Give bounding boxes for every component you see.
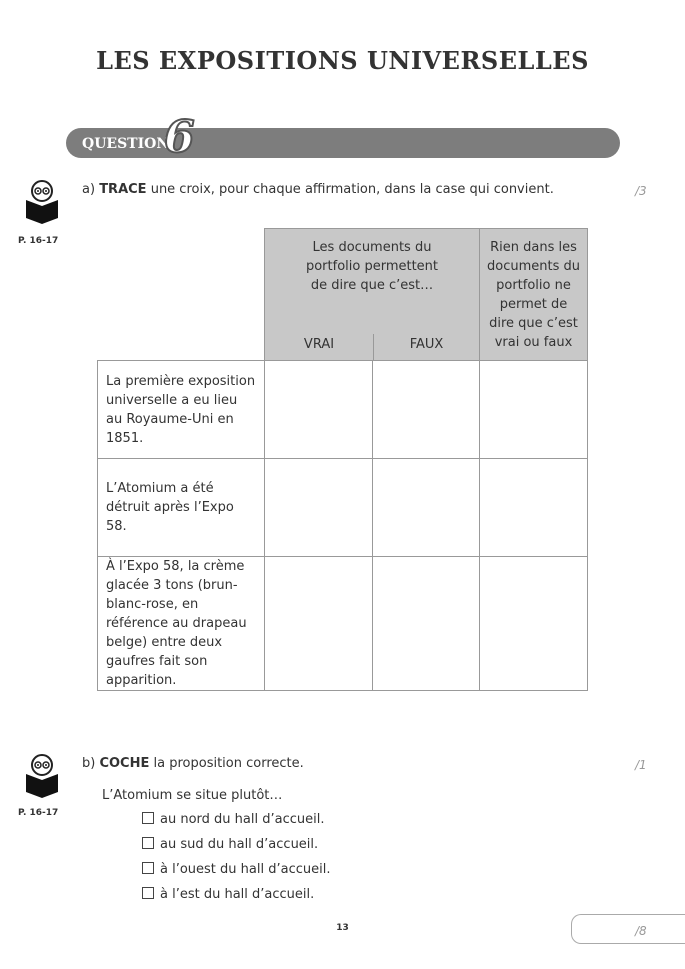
checkbox-cell-2-none[interactable] — [480, 459, 588, 557]
page-reference: P. 16-17 — [18, 236, 59, 246]
table-row — [98, 361, 588, 459]
statement-1: La première exposition universelle a eu lieu au Royaume-Uni en 1851. — [98, 361, 265, 459]
total-score: /8 — [635, 924, 647, 938]
col-header-none: Rien dans les documents du portfolio ne permet de dire que c’est vrai ou faux — [480, 229, 588, 361]
checkbox-cell-1-none[interactable] — [480, 361, 588, 459]
score-a: /3 — [635, 184, 647, 198]
instruction-b: b) COCHE la proposition correcte. — [82, 756, 304, 771]
table-row — [98, 459, 588, 557]
option-north[interactable]: au nord du hall d’accueil. — [142, 812, 324, 827]
checkbox-icon[interactable] — [142, 887, 154, 899]
reader-icon — [22, 180, 62, 224]
checkbox-cell-2-true[interactable] — [265, 459, 373, 557]
total-score-box — [571, 914, 685, 944]
header-group: Les documents du portfolio permettent de dire que c’est… VRAI FAUX — [265, 229, 480, 361]
checkbox-icon[interactable] — [142, 812, 154, 824]
statement-3: À l’Expo 58, la crème glacée 3 tons (brun-blanc-rose, en référence au drapeau belge) entre deux gaufres fait son apparition. — [98, 557, 265, 691]
option-west[interactable]: à l’ouest du hall d’accueil. — [142, 862, 330, 877]
checkbox-cell-2-false[interactable] — [373, 459, 480, 557]
reader-icon — [22, 754, 62, 798]
question-number: 6 — [164, 112, 195, 163]
table-corner — [98, 229, 265, 361]
checkbox-cell-1-true[interactable] — [265, 361, 373, 459]
page-title: LES EXPOSITIONS UNIVERSELLES — [96, 46, 589, 75]
instruction-verb: TRACE — [99, 182, 147, 197]
checkbox-cell-1-false[interactable] — [373, 361, 480, 459]
option-south[interactable]: au sud du hall d’accueil. — [142, 837, 318, 852]
question-prompt: L’Atomium se situe plutôt… — [102, 788, 283, 803]
checkbox-icon[interactable] — [142, 862, 154, 874]
question-label: QUESTION — [82, 136, 170, 152]
col-header-false: FAUX — [409, 337, 444, 352]
page-reference: P. 16-17 — [18, 808, 59, 818]
checkbox-icon[interactable] — [142, 837, 154, 849]
statement-2: L’Atomium a été détruit après l’Expo 58. — [98, 459, 265, 557]
instruction-a: a) TRACE une croix, pour chaque affirmation, dans la case qui convient. — [82, 182, 554, 197]
page-number: 13 — [336, 923, 349, 933]
table-row — [98, 557, 588, 691]
score-b: /1 — [635, 758, 647, 772]
option-east[interactable]: à l’est du hall d’accueil. — [142, 887, 314, 902]
col-header-true: VRAI — [303, 337, 335, 352]
instruction-verb: COCHE — [99, 756, 150, 771]
checkbox-cell-3-false[interactable] — [373, 557, 480, 691]
true-false-table — [97, 228, 588, 691]
checkbox-cell-3-none[interactable] — [480, 557, 588, 691]
checkbox-cell-3-true[interactable] — [265, 557, 373, 691]
